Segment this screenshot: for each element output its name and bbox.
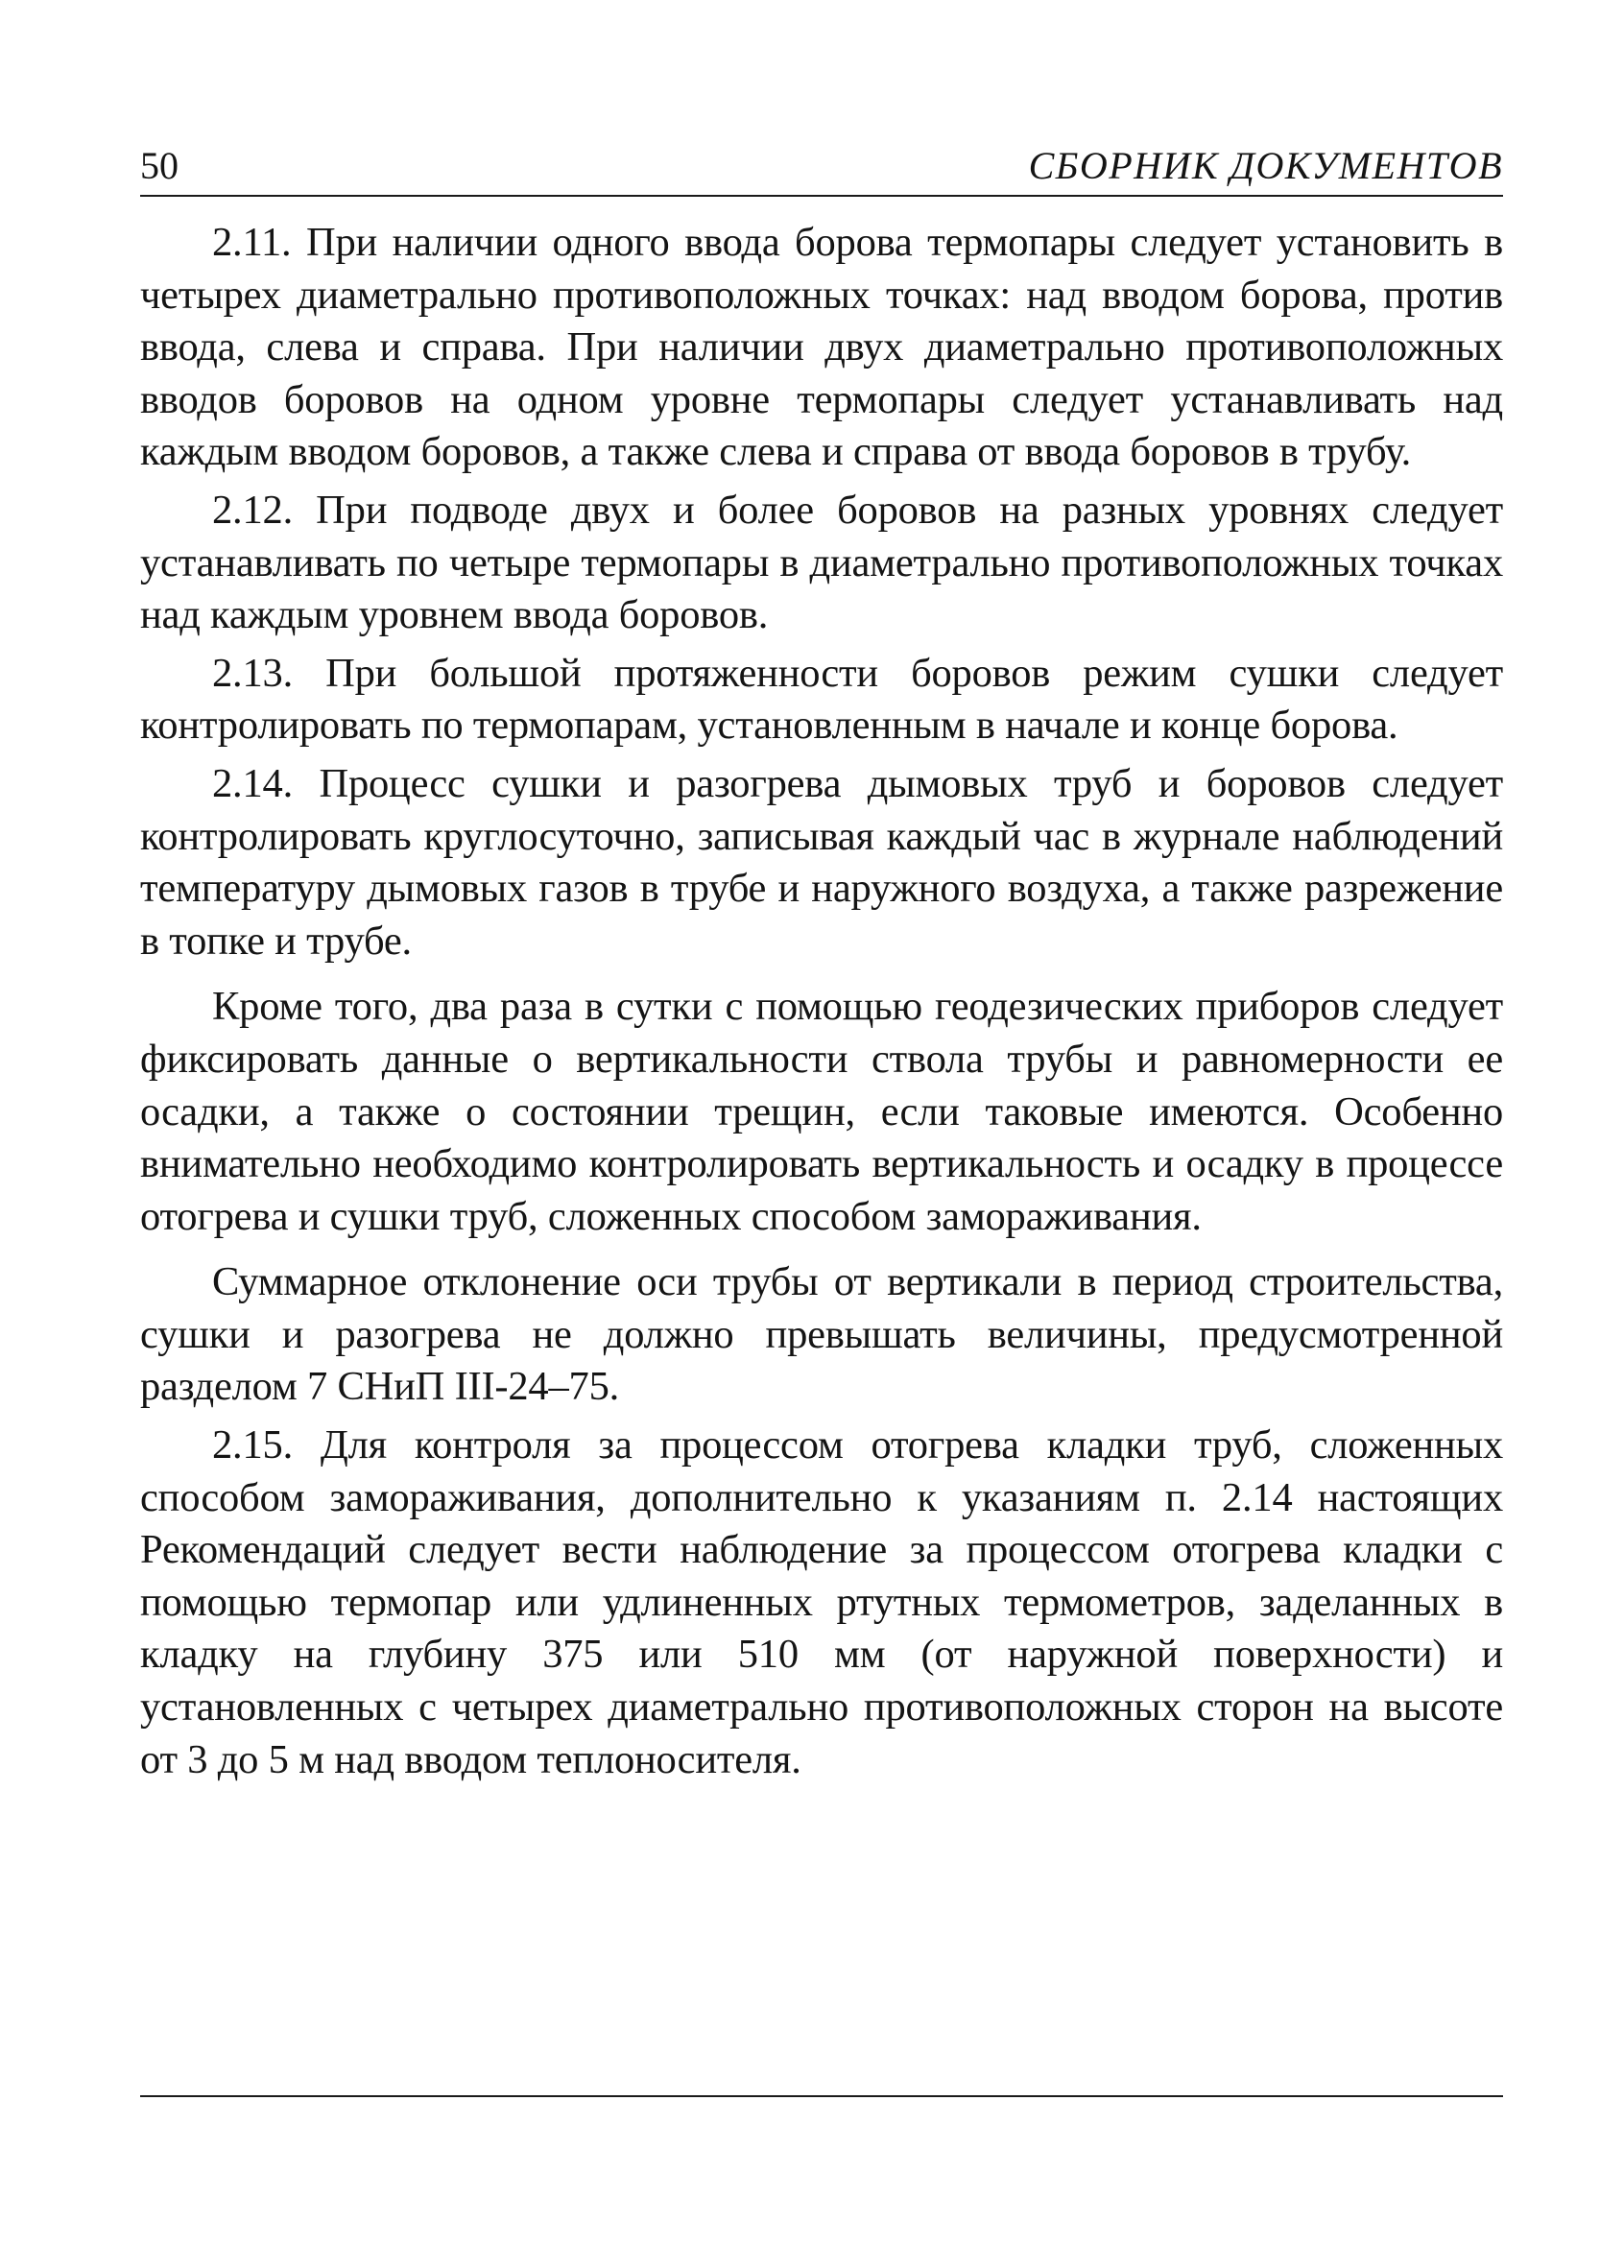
paragraph-2-14: 2.14. Процесс сушки и разогрева дымовых труб и боровов следует контролировать круглосуточно, записывая каждый час в журнале наблюдений температуру дымовых газов в трубе и наружного воздуха, а также разрежение в топке и трубе. [140,760,1503,964]
page-header [140,142,1503,196]
running-title: СБОРНИК ДОКУМЕНТОВ [1028,144,1503,187]
paragraph-2-13: 2.13. При большой протяженности боровов режим сушки следует контролировать по термопарам, установленным в начале и конце борова. [140,650,1503,749]
page-number: 50 [140,144,179,187]
paragraph-geodetic-control: Кроме того, два раза в сутки с помощью геодезических приборов следует фиксировать данные о вертикальности ствола трубы и равномерности ее осадки, а также о состоянии трещин, если таковые имеются. Особенно внимательно необходимо контролировать вертикальность и осадку в процессе отогрева и сушки труб, сложенных способом замораживания. [140,984,1503,1239]
header-divider [140,195,1503,197]
footer-divider [140,2095,1503,2097]
paragraph-total-deviation: Суммарное отклонение оси трубы от вертикали в период строительства, сушки и разогрева не должно превышать величины, предусмотренной разделом 7 СНиП III-24–75. [140,1259,1503,1410]
paragraph-2-12: 2.12. При подводе двух и более боровов на разных уровнях следует устанавливать по четыре термопары в диаметрально противоположных точках над каждым уровнем ввода боровов. [140,487,1503,638]
paragraph-2-15: 2.15. Для контроля за процессом отогрева кладки труб, сложенных способом замораживания, дополнительно к указаниям п. 2.14 настоящих Рекомендаций следует вести наблюдение за процессом отогрева кладки с помощью термопар или удлиненных ртутных термометров, заделанных в кладку на глубину 375 или 510 мм (от наружной поверхности) и установленных с четырех диаметрально противоположных сторон на высоте от 3 до 5 м над вводом теплоносителя. [140,1422,1503,1782]
body-text [140,217,1503,1786]
paragraph-2-11: 2.11. При наличии одного ввода борова термопары следует установить в четырех диаметрально противоположных точках: над вводом борова, против ввода, слева и справа. При наличии двух диаметрально противоположных вводов боровов на одном уровне термопары следует устанавливать над каждым вводом боровов, а также слева и справа от ввода боровов в трубу. [140,220,1503,475]
